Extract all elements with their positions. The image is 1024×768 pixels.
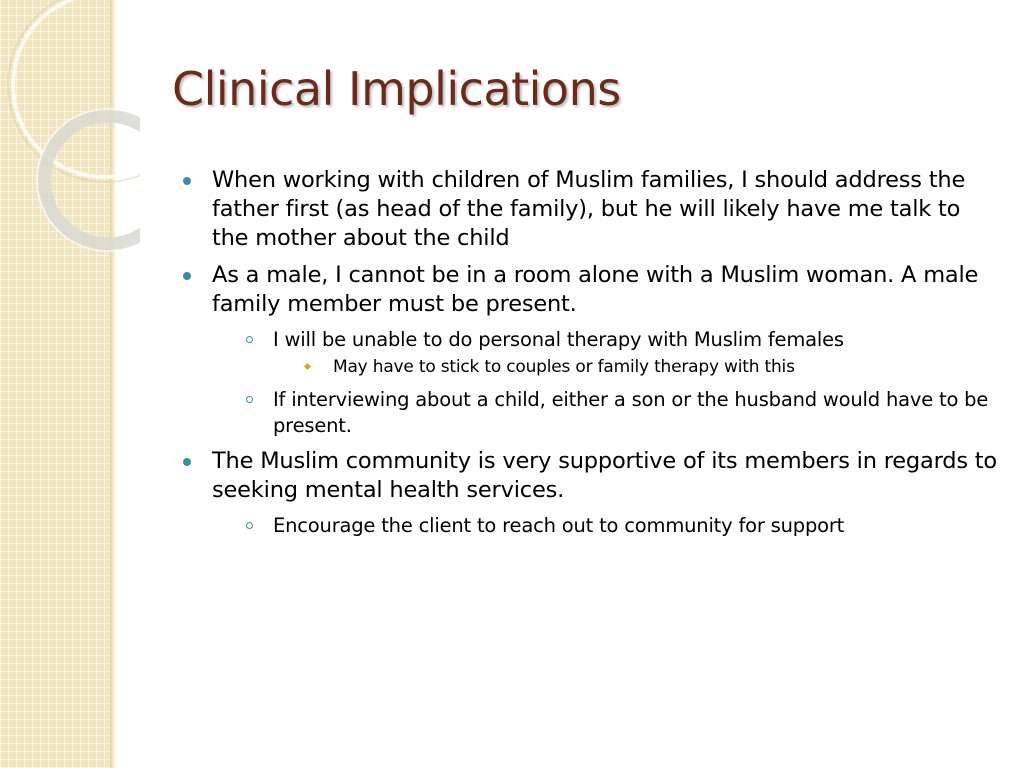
sub-sub-bullet-text: May have to stick to couples or family therapy with this	[333, 357, 795, 377]
bullet-text: The Muslim community is very supportive of its members in regards to seeking mental health services.	[212, 448, 997, 503]
sub-bullet-list	[243, 327, 1002, 439]
bullet-text: When working with children of Muslim families, I should address the father first (as head of the family), but he will likely have me talk to the mother about the child	[212, 167, 966, 251]
bullet-text: As a male, I cannot be in a room alone with a Muslim woman. A male family member must be present.	[212, 262, 979, 317]
decorative-left-band	[0, 0, 110, 768]
hollow-circle-bullet-icon	[246, 522, 253, 529]
decorative-band-edge	[110, 0, 116, 768]
sub-bullet-item	[243, 513, 1002, 539]
bullet-list	[182, 166, 1002, 539]
sub-bullet-list	[243, 513, 1002, 539]
slide-title: Clinical Implications	[172, 62, 621, 116]
sub-bullet-item	[243, 387, 1002, 439]
filled-circle-bullet-icon	[183, 458, 191, 466]
diamond-bullet-icon	[304, 363, 311, 370]
bullet-item	[182, 261, 1002, 439]
bullet-item	[182, 447, 1002, 539]
sub-bullet-text: Encourage the client to reach out to community for support	[273, 514, 845, 537]
filled-circle-bullet-icon	[183, 272, 191, 280]
filled-circle-bullet-icon	[183, 177, 191, 185]
sub-bullet-text: I will be unable to do personal therapy with Muslim females	[273, 328, 844, 351]
sub-bullet-item	[243, 327, 1002, 379]
slide-content	[182, 166, 1002, 547]
sub-sub-bullet-list	[301, 355, 1002, 379]
hollow-circle-bullet-icon	[246, 396, 253, 403]
hollow-circle-bullet-icon	[246, 336, 253, 343]
sub-sub-bullet-item	[301, 355, 1002, 379]
sub-bullet-text: If interviewing about a child, either a son or the husband would have to be present.	[273, 388, 989, 437]
bullet-item	[182, 166, 1002, 253]
